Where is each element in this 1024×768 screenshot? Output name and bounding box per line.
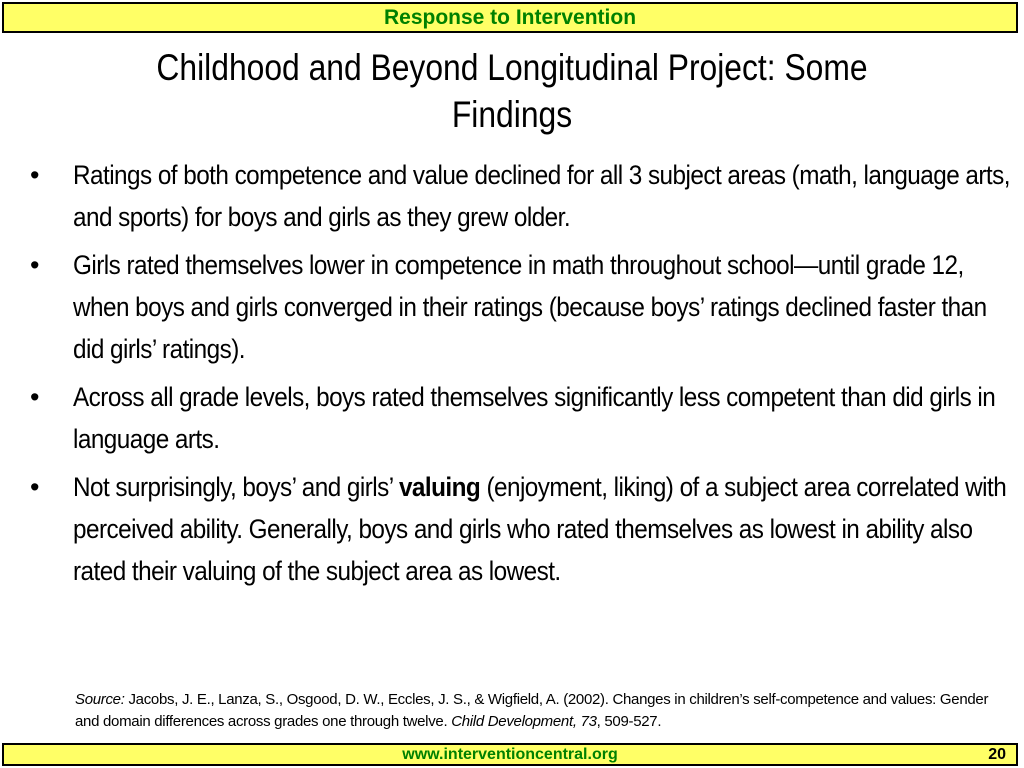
bullet-item — [30, 376, 1015, 460]
source-citation — [75, 689, 1005, 733]
bullet-text: Ratings of both competence and value declined for all 3 subject areas (math, language arts, and sports) for boys and girls as they grew older. — [73, 160, 1010, 232]
bullet-marker: • — [30, 250, 39, 280]
footer-url[interactable]: www.interventioncentral.org — [402, 746, 618, 763]
source-pages: , 509-527. — [596, 713, 662, 730]
header-banner — [2, 2, 1018, 33]
bullet-item — [30, 466, 1015, 592]
bullet-text: Girls rated themselves lower in competence in math throughout school—until grade 12, when boys and girls converged in their ratings (because boys’ ratings declined faster than did girls’ ratings). — [73, 250, 987, 364]
bullet-text — [73, 466, 1018, 592]
source-citation-text: Jacobs, J. E., Lanza, S., Osgood, D. W., Eccles, J. S., & Wigfield, A. (2002). Changes in children’s self-competence and values: Gender and domain differences across grades one through twelve. — [75, 691, 989, 730]
slide-title: Childhood and Beyond Longitudinal Project: Some Findings — [156, 47, 868, 135]
header-banner-text: Response to Intervention — [383, 5, 637, 29]
source-label: Source: — [75, 691, 125, 708]
page-number: 20 — [988, 746, 1006, 763]
bold-term: valuing — [398, 472, 481, 502]
bullet-marker: • — [30, 472, 39, 502]
bullet-item — [30, 244, 1015, 370]
bullet-marker: • — [30, 160, 39, 190]
bullet-item — [30, 154, 1015, 238]
bullet-text-part: Not surprisingly, boys’ and girls’ — [73, 472, 399, 502]
bullet-list — [30, 154, 1015, 598]
source-journal: Child Development, 73 — [451, 713, 597, 730]
bullet-text: Across all grade levels, boys rated themselves significantly less competent than did girls in language arts. — [73, 382, 996, 454]
footer-banner — [2, 743, 1018, 766]
bullet-marker: • — [30, 382, 39, 412]
bullet-text-part: (enjoyment, liking) of a subject area correlated with perceived ability. Generally, boys and girls who rated themselves as lowest in ability also rated their valuing of the subject area as lowest. — [73, 472, 1007, 586]
